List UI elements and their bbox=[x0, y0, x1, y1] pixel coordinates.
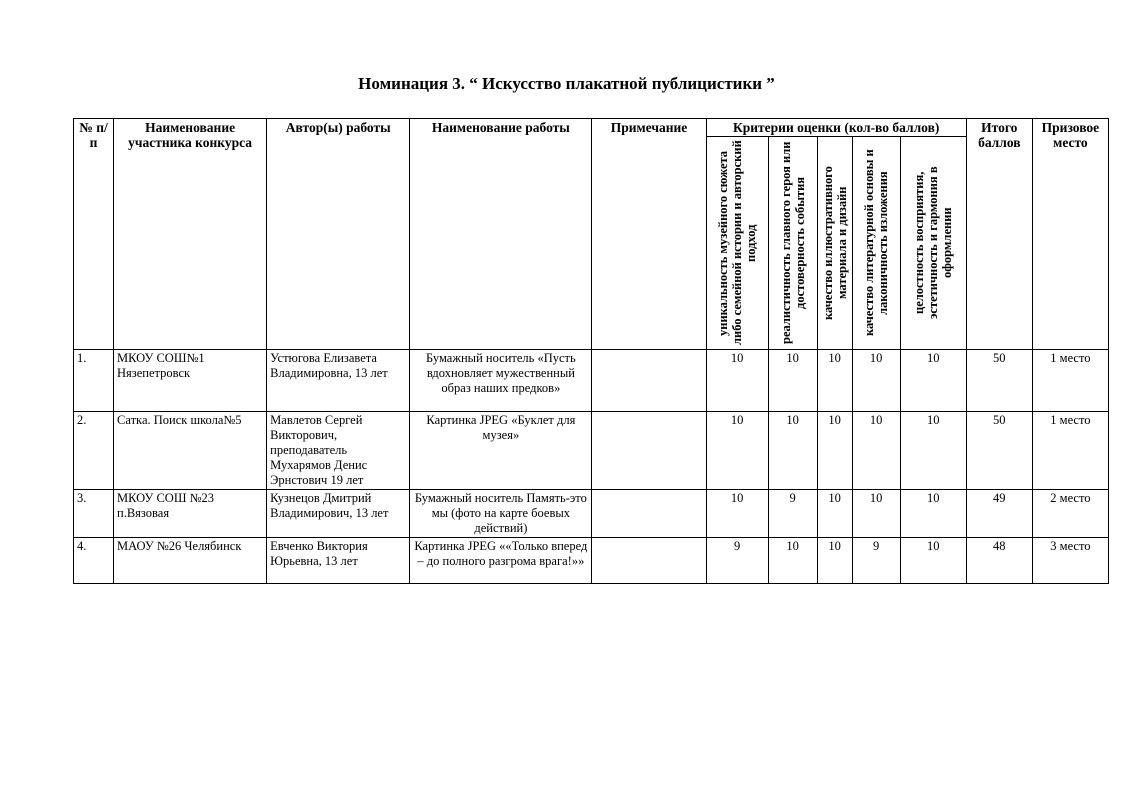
row-participant: Сатка. Поиск школа№5 bbox=[114, 412, 267, 490]
row-score: 10 bbox=[817, 538, 852, 584]
row-score: 10 bbox=[852, 412, 900, 490]
row-total: 48 bbox=[966, 538, 1032, 584]
row-place: 1 место bbox=[1032, 350, 1108, 412]
row-num: 4. bbox=[74, 538, 114, 584]
row-participant: МКОУ СОШ №23 п.Вязовая bbox=[114, 490, 267, 538]
row-score: 10 bbox=[817, 350, 852, 412]
header-note: Примечание bbox=[592, 119, 706, 350]
results-table bbox=[73, 118, 1109, 584]
criterion-label: реалистичность главного героя или достоверность события bbox=[778, 141, 807, 345]
row-total: 49 bbox=[966, 490, 1032, 538]
row-score: 10 bbox=[817, 490, 852, 538]
row-note bbox=[592, 538, 706, 584]
header-participant: Наименование участника конкурса bbox=[114, 119, 267, 350]
row-num: 3. bbox=[74, 490, 114, 538]
row-work: Бумажный носитель Память-это мы (фото на карте боевых действий) bbox=[410, 490, 592, 538]
row-score: 10 bbox=[706, 412, 768, 490]
row-author: Евченко Виктория Юрьевна, 13 лет bbox=[267, 538, 410, 584]
row-score: 10 bbox=[900, 490, 966, 538]
row-total: 50 bbox=[966, 350, 1032, 412]
criterion-label: уникальность музейного сюжета либо семейной истории и авторский подход bbox=[716, 140, 759, 346]
row-score: 10 bbox=[852, 350, 900, 412]
row-total: 50 bbox=[966, 412, 1032, 490]
row-place: 2 место bbox=[1032, 490, 1108, 538]
table-row bbox=[74, 350, 1109, 412]
criterion-label: качество литературной основы и лаконичность изложения bbox=[862, 149, 891, 337]
row-score: 9 bbox=[768, 490, 817, 538]
header-criterion-1 bbox=[706, 137, 768, 350]
row-note bbox=[592, 350, 706, 412]
row-place: 3 место bbox=[1032, 538, 1108, 584]
header-criterion-4 bbox=[852, 137, 900, 350]
header-criterion-3 bbox=[817, 137, 852, 350]
row-note bbox=[592, 490, 706, 538]
row-score: 10 bbox=[768, 412, 817, 490]
row-score: 10 bbox=[817, 412, 852, 490]
row-work: Бумажный носитель «Пусть вдохновляет мужественный образ наших предков» bbox=[410, 350, 592, 412]
criterion-label: качество иллюстративного материала и дизайн bbox=[820, 166, 849, 320]
row-score: 9 bbox=[852, 538, 900, 584]
table-row bbox=[74, 538, 1109, 584]
row-place: 1 место bbox=[1032, 412, 1108, 490]
row-score: 10 bbox=[852, 490, 900, 538]
header-criterion-2 bbox=[768, 137, 817, 350]
row-score: 10 bbox=[900, 412, 966, 490]
row-num: 1. bbox=[74, 350, 114, 412]
row-score: 10 bbox=[706, 350, 768, 412]
header-place: Призовое место bbox=[1032, 119, 1108, 350]
row-participant: МАОУ №26 Челябинск bbox=[114, 538, 267, 584]
table-row bbox=[74, 412, 1109, 490]
page-title: Номинация 3. “ Искусство плакатной публицистики ” bbox=[358, 74, 775, 93]
row-note bbox=[592, 412, 706, 490]
header-work: Наименование работы bbox=[410, 119, 592, 350]
header-criteria-group: Критерии оценки (кол-во баллов) bbox=[706, 119, 966, 137]
row-score: 10 bbox=[768, 350, 817, 412]
header-num: № п/п bbox=[74, 119, 114, 350]
row-num: 2. bbox=[74, 412, 114, 490]
row-score: 10 bbox=[768, 538, 817, 584]
header-criterion-5 bbox=[900, 137, 966, 350]
row-score: 9 bbox=[706, 538, 768, 584]
criterion-label: целостность восприятия, эстетичность и гармония в оформлении bbox=[912, 166, 955, 320]
row-work: Картинка JPEG ««Только вперед – до полного разгрома врага!»» bbox=[410, 538, 592, 584]
table-row bbox=[74, 490, 1109, 538]
row-author: Кузнецов Дмитрий Владимирович, 13 лет bbox=[267, 490, 410, 538]
row-score: 10 bbox=[900, 350, 966, 412]
row-author: Мавлетов Сергей Викторович, преподаватель Мухарямов Денис Эрнстович 19 лет bbox=[267, 412, 410, 490]
row-work: Картинка JPEG «Буклет для музея» bbox=[410, 412, 592, 490]
row-author: Устюгова Елизавета Владимировна, 13 лет bbox=[267, 350, 410, 412]
row-participant: МКОУ СОШ№1 Нязепетровск bbox=[114, 350, 267, 412]
header-total: Итого баллов bbox=[966, 119, 1032, 350]
header-author: Автор(ы) работы bbox=[267, 119, 410, 350]
row-score: 10 bbox=[706, 490, 768, 538]
row-score: 10 bbox=[900, 538, 966, 584]
